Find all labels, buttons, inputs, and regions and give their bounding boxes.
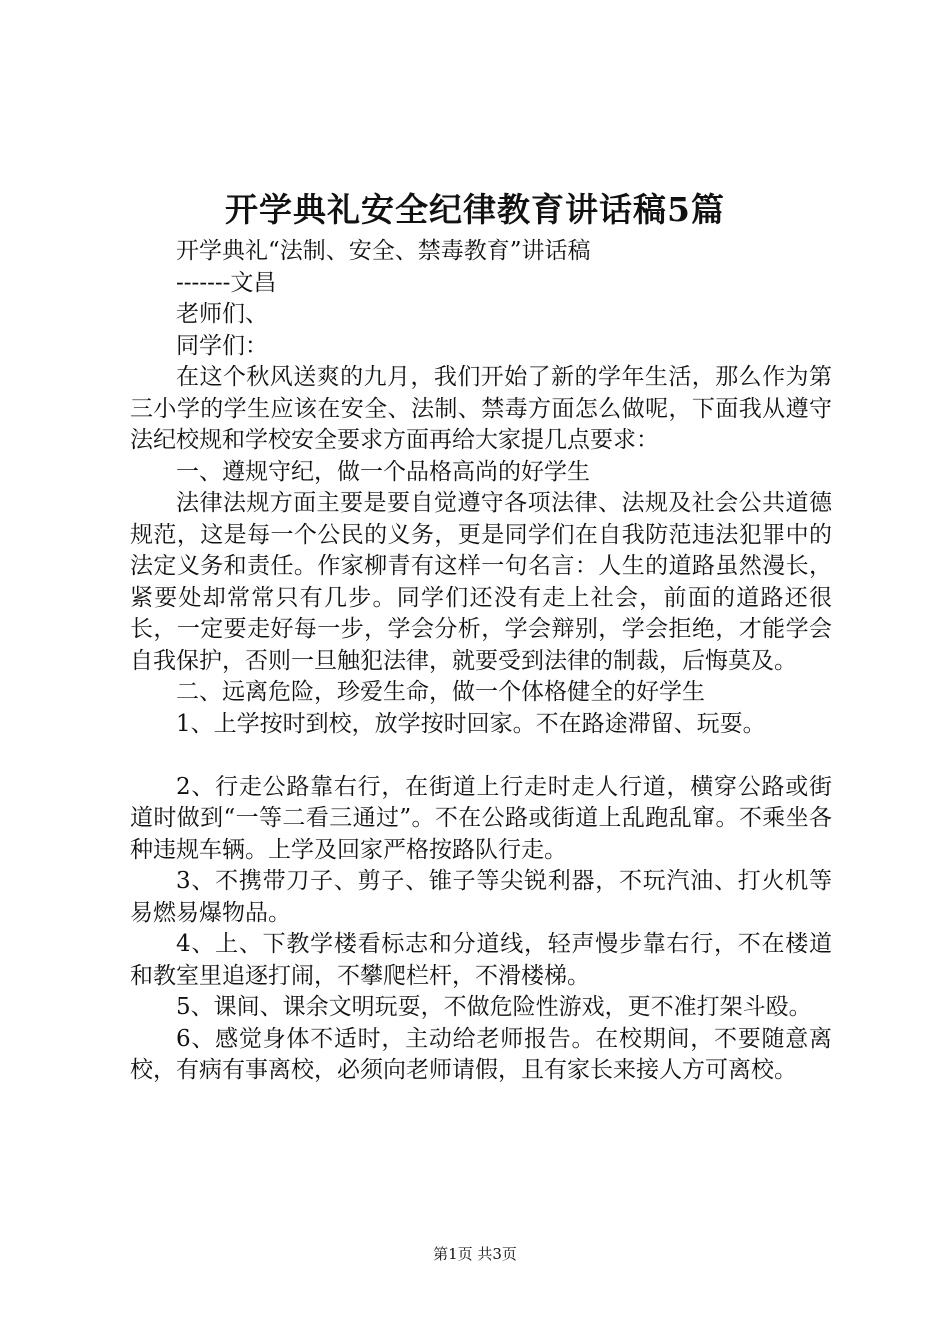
blank-line — [130, 740, 832, 772]
intro-paragraph: 在这个秋风送爽的九月，我们开始了新的学年生活，那么作为第三小学的学生应该在安全、法制、禁毒方面怎么做呢，下面我从遵守法纪校规和学校安全要求方面再给大家提几点要求： — [130, 364, 832, 453]
page-title: 开学典礼安全纪律教育讲话稿5篇 — [225, 190, 725, 229]
speech-author: -------文昌 — [176, 269, 277, 296]
rule-item-6: 6、感觉身体不适时，主动给老师报告。在校期间，不要随意离校，有病有事离校，必须向老师请假，且有家长来接人方可离校。 — [130, 1025, 832, 1083]
salutation-students: 同学们： — [176, 332, 268, 359]
speech-subtitle: 开学典礼“法制、安全、禁毒教育”讲话稿 — [176, 238, 591, 264]
rule-item-3: 3、不携带刀子、剪子、锥子等尖锐利器，不玩汽油、打火机等易燃易爆物品。 — [130, 868, 832, 926]
rule-item-5: 5、课间、课余文明玩耍，不做危险性游戏，更不准打架斗殴。 — [176, 994, 812, 1020]
section-1-paragraph: 法律法规方面主要是要自觉遵守各项法律、法规及社会公共道德规范，这是每一个公民的义务，更是同学们在自我防范违法犯罪中的法定义务和责任。作家柳青有这样一句名言：人生的道路虽然漫长，紧要处却常常只有几步。同学们还没有走上社会，前面的道路还很长，一定要走好每一步，学会分析，学会辩别，学会拒绝，才能学会自我保护，否则一旦触犯法律，就要受到法律的制裁，后悔莫及。 — [130, 490, 832, 674]
rule-item-4: 4、上、下教学楼看标志和分道线，轻声慢步靠右行，不在楼道和教室里追逐打闹，不攀爬栏杆，不滑楼梯。 — [130, 931, 832, 989]
rule-item-2: 2、行走公路靠右行，在街道上行走时走人行道，横穿公路或街道时做到“一等二看三通过”。不在公路或街道上乱跑乱窜。不乘坐各种违规车辆。上学及回家严格按路队行走。 — [130, 773, 832, 863]
rule-item-1: 1、上学按时到校，放学按时回家。不在路途滞留、玩耍。 — [176, 710, 766, 737]
section-heading-1: 一、遵规守纪，做一个品格高尚的好学生 — [176, 458, 590, 485]
document-body — [130, 236, 832, 1087]
salutation-teachers: 老师们、 — [176, 301, 268, 327]
section-heading-2: 二、远离危险，珍爱生命，做一个体格健全的好学生 — [176, 679, 705, 705]
page-number-footer: 第1页 共3页 — [433, 1245, 517, 1263]
